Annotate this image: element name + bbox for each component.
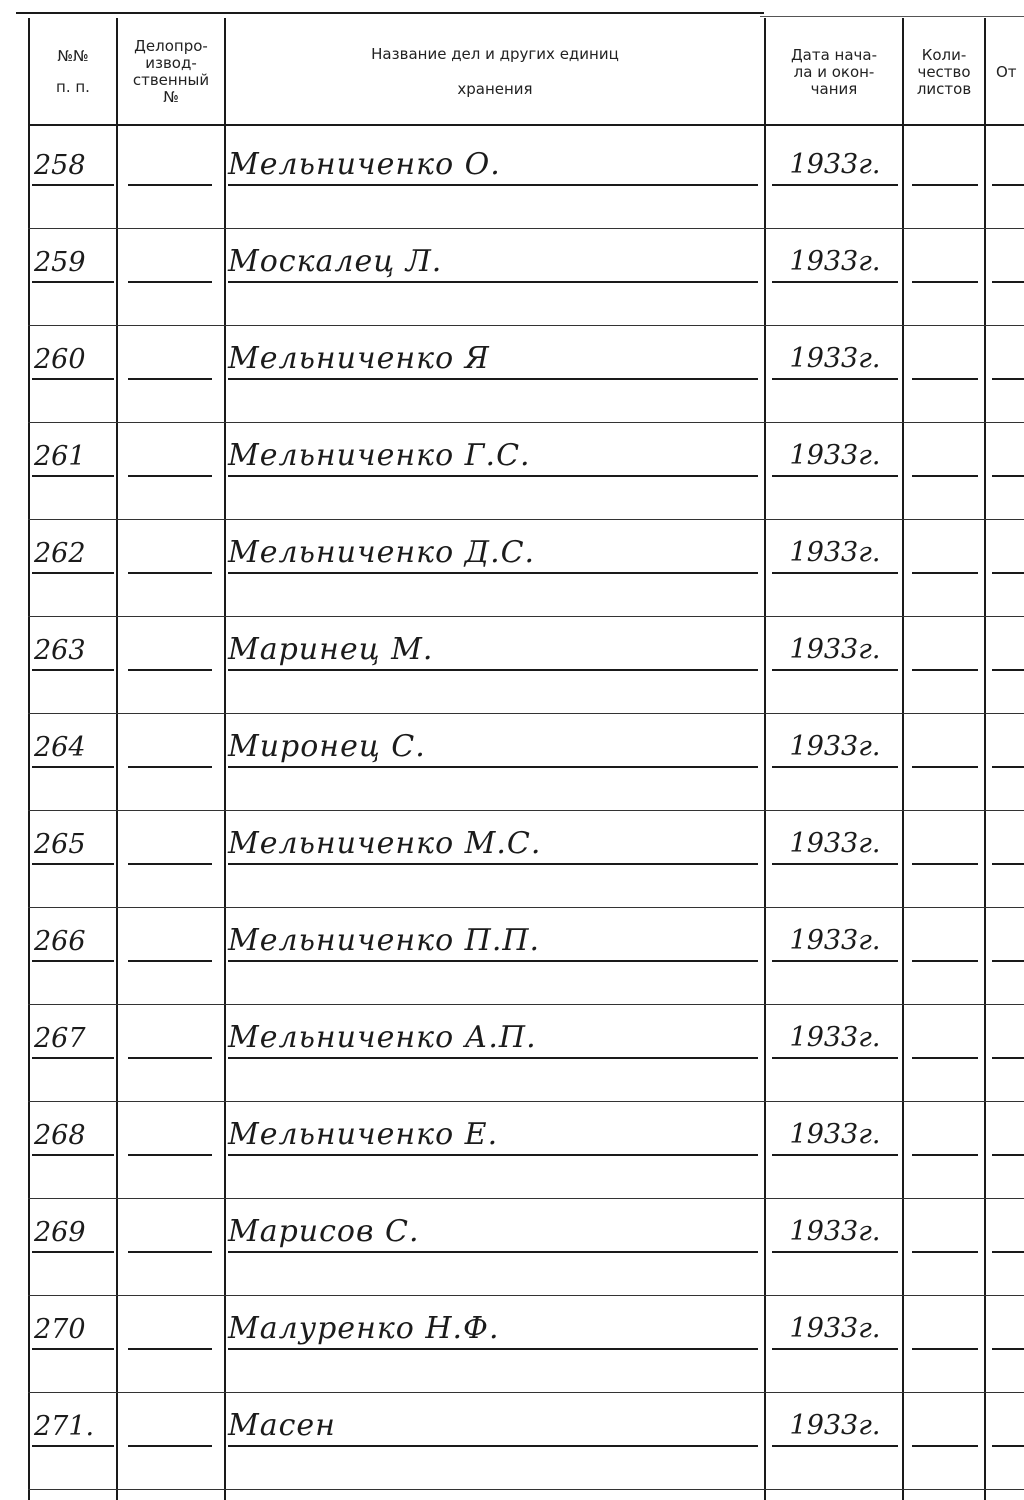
row-date: 1933г.	[772, 631, 898, 671]
row-separator	[28, 1004, 1024, 1005]
row-number: 259	[32, 245, 114, 283]
sheets-blank	[912, 281, 978, 283]
row-date: 1933г.	[772, 728, 898, 768]
row-date: 1933г.	[772, 1019, 898, 1059]
row-number: 266	[32, 924, 114, 962]
row-date: 1933г.	[772, 1407, 898, 1447]
row-number: 268	[32, 1118, 114, 1156]
table-row	[0, 1304, 1024, 1396]
header-office-line: Делопро-	[134, 37, 208, 55]
sheets-blank	[912, 1445, 978, 1447]
table-row	[0, 1401, 1024, 1493]
header-title-line: хранения	[457, 80, 533, 98]
office-number-blank	[128, 669, 212, 671]
row-number: 270	[32, 1312, 114, 1350]
sheets-blank	[912, 1057, 978, 1059]
cut-column-blank	[992, 281, 1024, 283]
header-number	[30, 20, 116, 124]
header-title	[226, 20, 764, 124]
office-number-blank	[128, 960, 212, 962]
office-number-blank	[128, 1154, 212, 1156]
header-number-line: п. п.	[56, 78, 90, 96]
table-row	[0, 334, 1024, 426]
row-number: 264	[32, 730, 114, 768]
row-separator	[28, 1392, 1024, 1393]
table-row	[0, 916, 1024, 1008]
row-date: 1933г.	[772, 146, 898, 186]
table-row	[0, 1110, 1024, 1202]
row-separator	[28, 228, 1024, 229]
row-separator	[28, 713, 1024, 714]
sheets-blank	[912, 1154, 978, 1156]
top-rule-right	[760, 16, 1024, 17]
row-name: Масен	[228, 1407, 758, 1447]
row-number: 260	[32, 342, 114, 380]
table-row	[0, 1207, 1024, 1299]
header-sheets-line: Коли-	[921, 45, 967, 64]
row-number: 267	[32, 1021, 114, 1059]
header-office-line: №	[163, 88, 179, 106]
row-name: Москалец Л.	[228, 243, 758, 283]
header-office-line: извод-	[145, 54, 197, 72]
row-date: 1933г.	[772, 922, 898, 962]
sheets-blank	[912, 184, 978, 186]
row-name: Малуренко Н.Ф.	[228, 1310, 758, 1350]
cut-column-blank	[992, 960, 1024, 962]
row-name: Мельниченко Г.С.	[228, 437, 758, 477]
table-row	[0, 237, 1024, 329]
cut-column-blank	[992, 1348, 1024, 1350]
header-date-line: Дата нача-	[790, 45, 878, 64]
row-name: Мельниченко П.П.	[228, 922, 758, 962]
cut-column-blank	[992, 1251, 1024, 1253]
row-separator	[28, 907, 1024, 908]
row-date: 1933г.	[772, 1116, 898, 1156]
cut-column-blank	[992, 1154, 1024, 1156]
row-separator	[28, 1295, 1024, 1296]
header-office-line: ственный	[132, 71, 210, 89]
row-date: 1933г.	[772, 534, 898, 574]
row-name: Мельниченко А.П.	[228, 1019, 758, 1059]
sheets-blank	[912, 863, 978, 865]
row-name: Марисов С.	[228, 1213, 758, 1253]
row-date: 1933г.	[772, 340, 898, 380]
row-number: 269	[32, 1215, 114, 1253]
sheets-blank	[912, 1348, 978, 1350]
cut-column-blank	[992, 184, 1024, 186]
header-date-line: ла и окон-	[793, 62, 875, 81]
top-rule	[16, 12, 764, 14]
office-number-blank	[128, 475, 212, 477]
row-separator	[28, 519, 1024, 520]
header-office-number	[118, 20, 224, 124]
sheets-blank	[912, 378, 978, 380]
table-row	[0, 722, 1024, 814]
header-rule	[28, 124, 1024, 126]
cut-column-blank	[992, 863, 1024, 865]
office-number-blank	[128, 1445, 212, 1447]
header-cut-label: От	[996, 62, 1017, 81]
header-title-line: Название дел и других единиц	[371, 45, 619, 63]
office-number-blank	[128, 572, 212, 574]
row-name: Мельниченко Д.С.	[228, 534, 758, 574]
sheets-blank	[912, 669, 978, 671]
row-separator	[28, 1198, 1024, 1199]
sheets-blank	[912, 1251, 978, 1253]
row-name: Мельниченко М.С.	[228, 825, 758, 865]
cut-column-blank	[992, 572, 1024, 574]
row-date: 1933г.	[772, 437, 898, 477]
office-number-blank	[128, 863, 212, 865]
table-row	[0, 528, 1024, 620]
table-row	[0, 1013, 1024, 1105]
cut-column-blank	[992, 1057, 1024, 1059]
row-number: 265	[32, 827, 114, 865]
row-name: Мельниченко Я	[228, 340, 758, 380]
sheets-blank	[912, 572, 978, 574]
row-date: 1933г.	[772, 825, 898, 865]
row-separator	[28, 325, 1024, 326]
table-row	[0, 819, 1024, 911]
cut-column-blank	[992, 669, 1024, 671]
row-number: 262	[32, 536, 114, 574]
row-separator	[28, 1101, 1024, 1102]
row-separator	[28, 1489, 1024, 1490]
row-name: Мельниченко Е.	[228, 1116, 758, 1156]
office-number-blank	[128, 1348, 212, 1350]
table-row	[0, 140, 1024, 232]
cut-column-blank	[992, 1445, 1024, 1447]
office-number-blank	[128, 184, 212, 186]
sheets-blank	[912, 960, 978, 962]
office-number-blank	[128, 281, 212, 283]
office-number-blank	[128, 1251, 212, 1253]
header-number-line: №№	[57, 47, 89, 65]
header-sheets-line: чество	[917, 62, 971, 81]
table-row	[0, 625, 1024, 717]
row-separator	[28, 422, 1024, 423]
sheets-blank	[912, 766, 978, 768]
row-name: Мельниченко О.	[228, 146, 758, 186]
cut-column-blank	[992, 766, 1024, 768]
row-number: 261	[32, 439, 114, 477]
row-separator	[28, 810, 1024, 811]
header-date	[766, 20, 902, 124]
row-number: 258	[32, 148, 114, 186]
header-sheets-line: листов	[916, 79, 972, 98]
row-name: Маринец М.	[228, 631, 758, 671]
row-number: 263	[32, 633, 114, 671]
sheets-blank	[912, 475, 978, 477]
office-number-blank	[128, 766, 212, 768]
header-date-line: чания	[810, 79, 858, 98]
table-row	[0, 431, 1024, 523]
row-number: 271.	[32, 1409, 114, 1447]
header-cut-column	[996, 20, 1024, 124]
office-number-blank	[128, 1057, 212, 1059]
row-name: Миронец С.	[228, 728, 758, 768]
row-date: 1933г.	[772, 243, 898, 283]
office-number-blank	[128, 378, 212, 380]
row-separator	[28, 616, 1024, 617]
row-date: 1933г.	[772, 1213, 898, 1253]
header-sheets	[904, 20, 984, 124]
cut-column-blank	[992, 378, 1024, 380]
row-date: 1933г.	[772, 1310, 898, 1350]
cut-column-blank	[992, 475, 1024, 477]
